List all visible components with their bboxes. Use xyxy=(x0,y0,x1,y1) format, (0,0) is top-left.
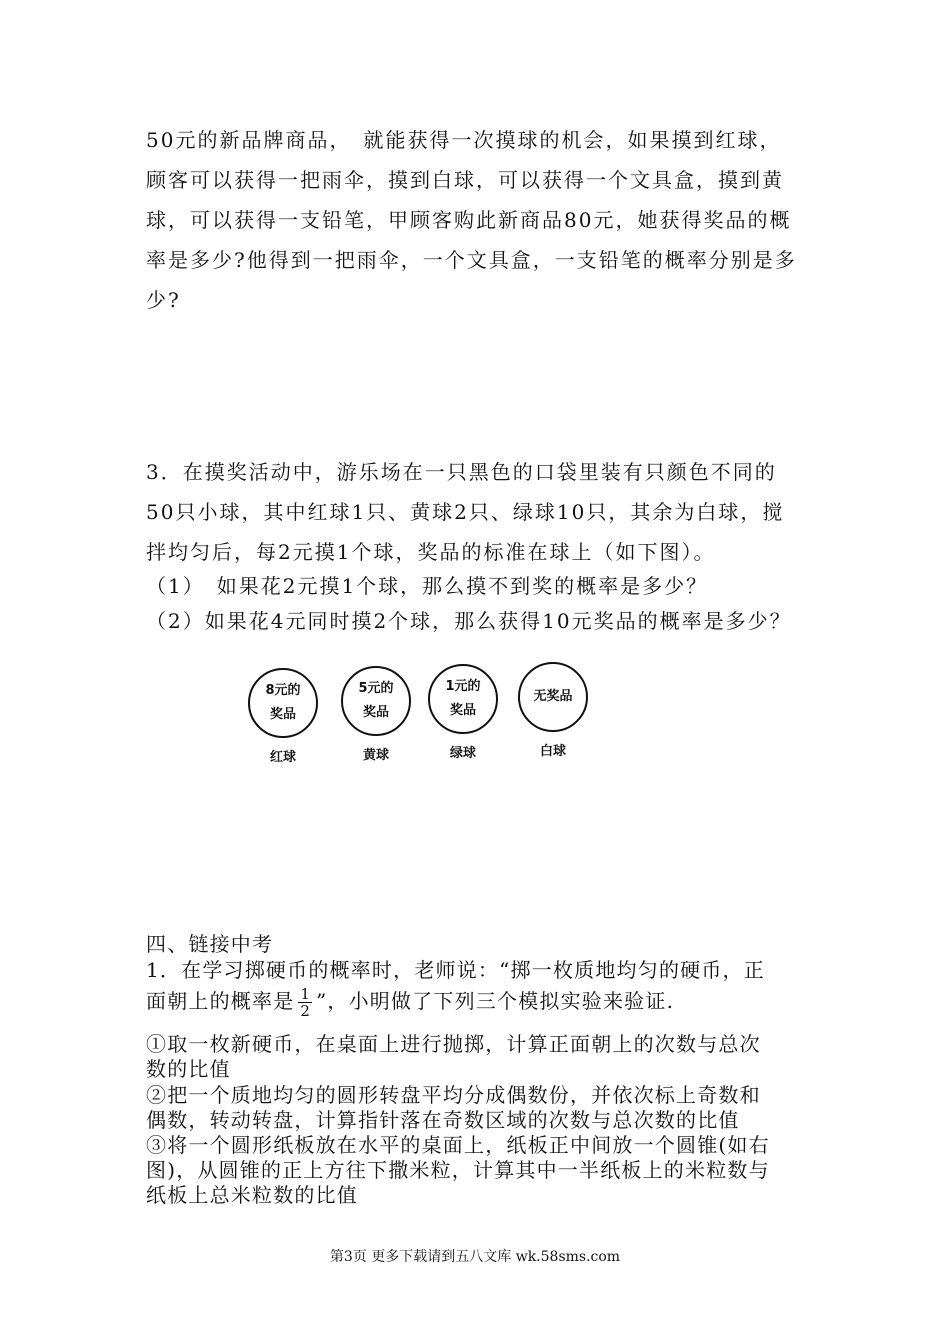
ball-yellow-caption: 黄球 xyxy=(362,748,389,763)
problem3-question-1: （1） 如果花2元摸1个球，那么摸不到奖的概率是多少？ xyxy=(146,574,709,598)
ball-red-label-2: 奖品 xyxy=(269,707,296,722)
problem3-line-3: 拌均匀后，每2元摸1个球，奖品的标准在球上（如下图）。 xyxy=(146,540,716,564)
section4-item-3-line-1: ③将一个圆形纸板放在水平的桌面上，纸板正中间放一个圆锥(如右 xyxy=(146,1133,770,1157)
ball-green xyxy=(428,664,498,734)
section4-q1-line-2 xyxy=(146,985,674,1019)
problem2-line-5: 少? xyxy=(146,288,181,312)
ball-yellow-label-2: 奖品 xyxy=(362,705,389,720)
section4-q1-line-2-after: ”，小明做了下列三个模拟实验来验证. xyxy=(315,989,675,1013)
problem2-line-2: 顾客可以获得一把雨伞，摸到白球，可以获得一个文具盒，摸到黄 xyxy=(146,168,784,192)
problem3-line-2: 50只小球，其中红球1只、黄球2只、绿球10只，其余为白球，搅 xyxy=(146,500,785,524)
ball-yellow xyxy=(341,666,411,736)
section4-item-1-line-2: 数的比值 xyxy=(146,1057,231,1081)
section4-item-3-line-2: 图)，从圆锥的正上方往下撒米粒，计算其中一半纸板上的米粒数与 xyxy=(146,1158,770,1182)
fraction-one-half xyxy=(298,986,312,1019)
ball-white-caption: 白球 xyxy=(539,744,566,759)
problem2-line-3: 球，可以获得一支铅笔，甲顾客购此新商品80元，她获得奖品的概 xyxy=(146,208,792,232)
problem3-line-1: 3．在摸奖活动中，游乐场在一只黑色的口袋里装有只颜色不同的 xyxy=(146,460,777,484)
page-footer: 第3页 更多下载请到五八文库 wk.58sms.com xyxy=(329,1249,621,1265)
ball-white-label-1: 无奖品 xyxy=(533,689,573,704)
fraction-denominator: 2 xyxy=(300,1002,310,1020)
ball-red xyxy=(248,668,318,738)
ball-white xyxy=(518,662,588,732)
ball-red-caption: 红球 xyxy=(269,750,296,765)
section4-item-2-line-1: ②把一个质地均匀的圆形转盘平均分成偶数份，并依次标上奇数和 xyxy=(146,1083,761,1107)
section4-item-1-line-1: ①取一枚新硬币，在桌面上进行抛掷，计算正面朝上的次数与总次 xyxy=(146,1032,761,1056)
section4-q1-line-2-before: 面朝上的概率是 xyxy=(146,989,295,1013)
section4-heading: 四、链接中考 xyxy=(146,932,274,956)
ball-green-label-2: 奖品 xyxy=(449,703,476,718)
section4-item-2-line-2: 偶数，转动转盘，计算指针落在奇数区域的次数与总次数的比值 xyxy=(146,1108,740,1132)
ball-green-caption: 绿球 xyxy=(449,746,476,761)
section4-q1-line-1: 1．在学习掷硬币的概率时，老师说：“掷一枚质地均匀的硬币，正 xyxy=(146,958,765,982)
problem2-line-1: 50元的新品牌商品， 就能获得一次摸球的机会，如果摸到红球， xyxy=(146,128,782,152)
section4-item-3-line-3: 纸板上总米粒数的比值 xyxy=(146,1183,358,1207)
ball-red-label-1: 8元的 xyxy=(265,683,301,698)
fraction-numerator: 1 xyxy=(300,985,310,1003)
ball-green-label-1: 1元的 xyxy=(445,679,481,694)
problem2-line-4: 率是多少?他得到一把雨伞，一个文具盒，一支铅笔的概率分别是多 xyxy=(146,248,797,272)
problem3-question-2: （2）如果花4元同时摸2个球，那么获得10元奖品的概率是多少？ xyxy=(146,609,792,633)
ball-yellow-label-1: 5元的 xyxy=(358,681,394,696)
